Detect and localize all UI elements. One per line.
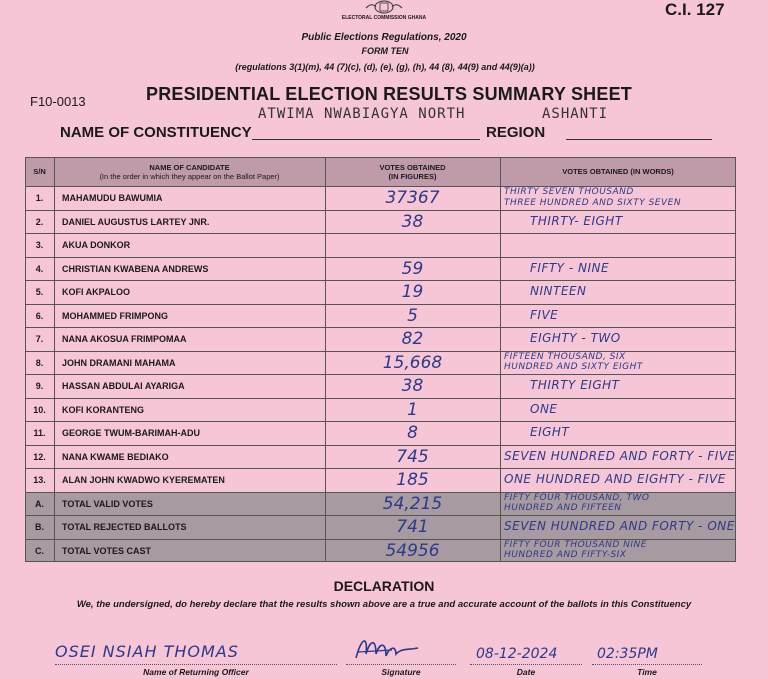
candidate-row-figures: 1 (407, 399, 418, 420)
total-row-words: FIFTY FOUR THOUSAND NINE (504, 539, 647, 550)
ci-number: C.I. 127 (665, 0, 725, 19)
page-title: PRESIDENTIAL ELECTION RESULTS SUMMARY SHEET (146, 84, 632, 104)
row-line (25, 304, 736, 305)
candidate-row-name: DANIEL AUGUSTUS LARTEY JNR. (62, 216, 210, 227)
total-row-words: FIFTY FOUR THOUSAND, TWO (504, 492, 650, 503)
row-line (25, 280, 736, 281)
candidate-row-words: EIGHTY - TWO (530, 331, 621, 345)
row-line (25, 210, 736, 211)
candidate-row-name: GEORGE TWUM-BARIMAH-ADU (62, 428, 200, 438)
candidate-row-name: HASSAN ABDULAI AYARIGA (62, 381, 185, 391)
returning-officer-name: OSEI NSIAH THOMAS (55, 642, 239, 661)
column-header-label: S/N (33, 167, 46, 176)
row-line (25, 327, 736, 328)
candidate-row-sn: 2. (35, 216, 44, 227)
form-name: FORM TEN (361, 46, 409, 56)
column-header-label: VOTES OBTAINED (379, 163, 446, 172)
candidate-row-sn: 5. (35, 287, 44, 297)
signature-label: Signature (381, 667, 421, 677)
region-value: ASHANTI (542, 106, 609, 122)
column-line (54, 157, 55, 562)
candidate-row-words: THIRTY EIGHT (530, 378, 620, 392)
constituency-underline (252, 139, 480, 140)
candidate-row-name: NANA AKOSUA FRIMPOMAA (62, 334, 187, 344)
row-line (25, 468, 736, 469)
candidate-row-words: NINTEEN (530, 284, 587, 298)
total-row-figures: 54956 (385, 540, 440, 561)
row-line (25, 421, 736, 422)
total-row-figures: 54,215 (382, 493, 443, 514)
candidate-row-figures: 19 (401, 282, 424, 302)
candidate-row-sn: 11. (33, 428, 46, 438)
column-header-label: VOTES OBTAINED (IN WORDS) (562, 167, 674, 176)
column-line (500, 157, 501, 562)
candidate-row-figures: 59 (401, 258, 424, 279)
candidate-row-name: CHRISTIAN KWABENA ANDREWS (62, 263, 209, 274)
candidate-row-sn: 12. (33, 451, 46, 462)
column-header-words (500, 167, 736, 176)
candidate-row-sn: 1. (35, 193, 44, 203)
candidate-row-figures: 185 (396, 470, 429, 490)
declaration-heading: DECLARATION (333, 578, 435, 594)
candidate-row-name: MAHAMUDU BAWUMIA (62, 193, 163, 203)
row-line (25, 515, 736, 516)
officer-label: Name of Returning Officer (143, 667, 249, 677)
candidate-row-name: JOHN DRAMANI MAHAMA (62, 357, 176, 368)
row-line (25, 157, 736, 158)
total-row-words: HUNDRED AND FIFTY-SIX (504, 550, 627, 560)
candidate-row-figures: 745 (396, 446, 429, 467)
ghana-crest-icon (364, 0, 404, 14)
signature-line (346, 664, 456, 665)
candidate-row-name: KOFI KORANTENG (62, 404, 144, 415)
candidate-row-words: FIVE (530, 307, 559, 322)
date-line (470, 664, 582, 665)
total-row-words: HUNDRED AND FIFTEEN (504, 503, 622, 513)
region-label: REGION (486, 124, 546, 141)
candidate-row-words: ONE HUNDRED AND EIGHTY - FIVE (504, 472, 726, 486)
candidate-row-words: FIFTY - NINE (530, 260, 610, 275)
candidate-row-words: THREE HUNDRED AND SIXTY SEVEN (504, 197, 682, 208)
candidate-row-sn: 10. (33, 404, 46, 415)
candidate-row-words: FIFTEEN THOUSAND, SIX (504, 351, 626, 362)
column-line (735, 157, 736, 562)
candidate-row-name: MOHAMMED FRIMPONG (62, 310, 168, 321)
total-row-words: SEVEN HUNDRED AND FORTY - ONE (504, 519, 735, 533)
signature-image (352, 632, 422, 664)
column-header-sn (25, 167, 54, 176)
total-row-figures: 741 (396, 517, 429, 537)
column-header-label: NAME OF CANDIDATE (149, 163, 230, 172)
candidate-row-figures: 15,668 (382, 352, 443, 373)
candidate-row-words: THIRTY SEVEN THOUSAND (504, 187, 634, 197)
constituency-value: ATWIMA NWABIAGYA NORTH (258, 106, 466, 122)
candidate-row-words: ONE (530, 401, 558, 416)
time-value: 02:35PM (597, 646, 658, 662)
row-line (25, 233, 736, 234)
time-line (592, 664, 702, 665)
candidate-row-figures: 5 (407, 305, 418, 326)
row-line (25, 257, 736, 258)
candidate-row-name: AKUA DONKOR (62, 240, 131, 250)
row-line (25, 445, 736, 446)
candidate-row-name: NANA KWAME BEDIAKO (62, 451, 169, 462)
candidate-row-figures: 37367 (385, 188, 440, 208)
candidate-row-sn: 7. (35, 334, 44, 344)
candidate-row-figures: 82 (401, 329, 424, 349)
constituency-label: NAME OF CONSTITUENCY (60, 124, 252, 141)
column-header-name (54, 163, 325, 181)
candidate-row-name: ALAN JOHN KWADWO KYEREMATEN (62, 475, 225, 485)
candidate-row-sn: 3. (35, 240, 44, 250)
regulations-title: Public Elections Regulations, 2020 (301, 32, 467, 43)
row-line (25, 561, 736, 562)
date-value: 08-12-2024 (476, 646, 558, 662)
row-line (25, 398, 736, 399)
date-label: Date (516, 667, 536, 677)
column-header-sublabel: (IN FIGURES) (388, 172, 437, 181)
total-row-name: TOTAL VOTES CAST (62, 545, 152, 556)
candidate-row-sn: 9. (35, 381, 44, 391)
total-row-name: TOTAL REJECTED BALLOTS (62, 522, 187, 532)
candidate-row-sn: 13. (33, 475, 46, 485)
commission-name: ELECTORAL COMMISSION GHANA (341, 15, 427, 21)
candidate-row-words: THIRTY- EIGHT (530, 213, 623, 228)
candidate-row-name: KOFI AKPALOO (62, 287, 130, 297)
time-label: Time (637, 667, 657, 677)
region-underline (566, 139, 712, 140)
candidate-row-sn: 4. (35, 263, 44, 274)
row-line (25, 374, 736, 375)
column-header-figures (325, 163, 500, 181)
candidate-row-words: HUNDRED AND SIXTY EIGHT (504, 362, 643, 372)
form-number: F10-0013 (30, 94, 86, 109)
regulation-references: (regulations 3(1)(m), 44 (7)(c), (d), (e), (g), (h), 44 (8), 44(9) and 44(9)(a)) (235, 62, 535, 72)
candidate-row-figures: 8 (407, 423, 418, 443)
total-row-sn: C. (35, 545, 44, 556)
total-row-name: TOTAL VALID VOTES (62, 498, 153, 509)
total-row-sn: A. (35, 498, 44, 509)
candidate-row-figures: 38 (401, 211, 424, 232)
candidate-row-sn: 8. (35, 357, 44, 368)
candidate-row-words: EIGHT (530, 425, 570, 439)
declaration-text: We, the undersigned, do hereby declare that the results shown above are a true and accurate account of the ballots in this Constituency (76, 599, 692, 610)
candidate-row-sn: 6. (35, 310, 44, 321)
candidate-row-words: SEVEN HUNDRED AND FORTY - FIVE (504, 448, 736, 463)
candidate-row-figures: 38 (401, 376, 424, 396)
results-table (25, 157, 736, 562)
officer-line (55, 664, 337, 665)
total-row-sn: B. (35, 522, 44, 532)
column-header-sublabel: (In the order in which they appear on the Ballot Paper) (99, 172, 280, 181)
row-line (25, 351, 736, 352)
